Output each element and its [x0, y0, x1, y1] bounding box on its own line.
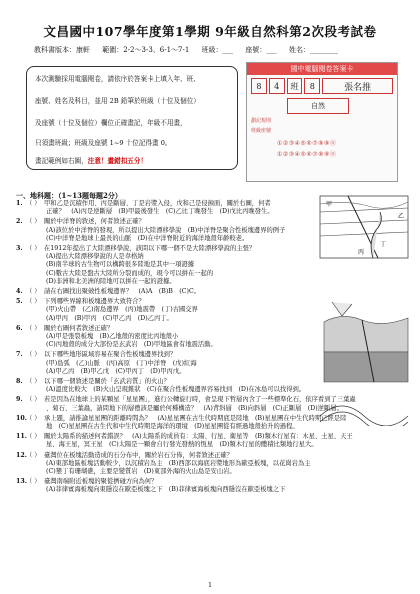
page-title: 文昌國中107學年度第1學期 9年級自然科第2次段考試卷 [43, 24, 377, 39]
question-item [16, 298, 316, 323]
question-text: 關於右圖何者敘述正確？ [44, 324, 114, 332]
card-bubbles-ones: ①②③④⑤⑥⑦⑧⑨⓪ [277, 151, 337, 158]
answer-blank: （ ） [26, 200, 41, 207]
card-cell: 4 [269, 78, 285, 94]
answer-blank: （ ） [26, 288, 41, 295]
card-bubbles-tens: ①②③④⑤⑥⑦⑧⑨⓪ [277, 140, 337, 147]
question-number: 12. [16, 451, 27, 459]
question-option: (C)中洋脊是地球上最長的山脈 (D)在中洋脊附近的海洋地殼年齡較老。 [46, 234, 249, 242]
question-text: 若是因為在地球上的某顆星「星星團」，進行公轉旋行時，會呈現下哲層內含了一些標準化石，依序看到了三葉蟲 [44, 396, 356, 404]
question-number: 1. [16, 200, 23, 207]
figure-label: 乙 [398, 213, 405, 220]
question-item [16, 288, 316, 296]
question-number: 4. [16, 288, 23, 295]
question-option: (C)數古大陸是盤古大陸所分裂而成的，現今可以拼在一起的 [46, 269, 214, 277]
question-number: 8. [16, 378, 23, 385]
question-option: (D)非洲和北美洲的陸地可以拼在一起的證據。 [46, 277, 176, 285]
question-text: 甲和乙是沉積作用、丙是斷層、丁是岩漿入侵，戊和己是侵蝕面，關於右圖，何者 [44, 200, 271, 207]
question-text: 關於太陽系的描述何者錯誤？ (A)太陽系的成員有：太陽、行星、衛星等 (B)類木行星有：木星、土星、天王 [44, 433, 353, 441]
page-number: 1 [208, 582, 212, 589]
meta-name: 姓名：________ [289, 46, 339, 54]
question-option: (B)南半球的古生物可以構跨很多陸地是其中一項證據 [46, 261, 195, 269]
instruction-box [26, 66, 238, 170]
question-item [16, 396, 406, 412]
question-stem [16, 452, 406, 460]
instruction-line [35, 155, 147, 165]
question-item [16, 378, 406, 394]
question-option: (A)甲乙丙 (B)甲乙戊 (C)甲丙丁 (D)甲丙戊。 [46, 367, 186, 375]
question-stem [16, 415, 406, 423]
question-option: 正確？ (A)丙是逆斷層 (B)甲最後發生 (C)乙比丁晚發生 (D)戊比丙晚發生。 [46, 208, 274, 216]
answer-card-example [246, 62, 398, 182]
figure-label: 甲 [326, 201, 333, 208]
question-option: (A)甲是張裂板塊 (B)乙地殼的密度比丙地殼小 [46, 333, 179, 340]
question-text: 以下哪些地形區域容易在聚合性板塊邊界找到？ [44, 351, 177, 359]
question-option: (A)甲丙 (B)甲丙 (C)甲乙丙 (D)乙丙丁。 [46, 314, 173, 322]
question-number: 7. [16, 351, 23, 359]
question-option: (A)提出大陸漂移學說的人是韋格納 [46, 253, 144, 261]
instruction-example: 畫記範例如右圖， [35, 157, 88, 165]
question-item [16, 325, 316, 350]
answer-blank: （ ） [26, 414, 41, 422]
answer-blank: （ ） [26, 396, 41, 404]
answer-blank: （ ） [26, 218, 41, 226]
question-number: 2. [16, 218, 23, 226]
question-option: 、菊石、三葉蟲，請問地下的層禮該是屬於何種構造？ (A)背斜層 (B)向斜層 (C)正斷層 (D)逆斷層。 [46, 404, 343, 412]
question-number: 3. [16, 245, 23, 252]
answer-blank: （ ） [26, 298, 41, 306]
question-option: (C)墾丁有珊瑚礁，主要是變質岩 (D)東部外海的火山島是安山岩。 [46, 468, 236, 475]
card-name: 張名推 [322, 78, 393, 94]
question-option: 星、海王星，冥王星 (C)太陽是一顆會自行發光發熱的恆星 (D)類木行星的體積比類地行星大。 [46, 441, 318, 449]
figure-label: 丁 [380, 241, 387, 248]
question-option: (A)菲律賓海板塊向東隱沒在歐亞板塊之下 (B)菲律賓海板塊向西隱沒在歐亞板塊之下 [46, 486, 286, 494]
question-option: (A)該位於中洋脊的發現，所以提出大陸漂移學說 (B)中洋脊是聚合性板塊邊界的例子 [46, 226, 286, 234]
question-option: (甲)火山帶 (乙)南島邊界 (丙)地震帶 (丁)古國交界 [46, 306, 198, 314]
question-text: 臺灣位在板塊活動造成的石分布中，關於岩石分佈，何者敘述正確？ [44, 451, 233, 459]
meta-seat: 座號：___ [245, 46, 277, 54]
geology-diagram [318, 192, 410, 262]
question-number: 11. [16, 433, 27, 441]
question-text: 臺灣南端附近板塊的聚從擠碰方向為何？ [44, 478, 158, 486]
question-stem [16, 396, 406, 404]
instruction-warning: 注意！畫錯扣五分！ [87, 157, 148, 165]
question-text: 下列哪些界線和板塊邊界大致符合？ [44, 298, 145, 306]
question-item [16, 478, 406, 494]
answer-blank: （ ） [26, 478, 41, 486]
answer-blank: （ ） [26, 378, 41, 385]
question-stem [16, 351, 316, 359]
meta-teacher: 教科書版本：康軒 [34, 46, 90, 54]
question-number: 9. [16, 396, 23, 404]
question-item [16, 433, 406, 449]
question-text: 承上題，請推論星星團的距離時間為？ (A)星星團在古生代時期底是陸地 (B)星星團在中生代時期已經是陸 [44, 414, 347, 422]
question-stem [16, 218, 316, 226]
answer-card-header: 國中電腦閱卷答案卡 [247, 63, 397, 75]
instruction-line: 本次測驗採用電腦閱卷，請依序於答案卡上填入年、班、 [35, 75, 200, 83]
question-item [16, 415, 406, 431]
instruction-line: 座號、姓名及科目，並用 2B 鉛筆於班級（十位及個位） [35, 97, 200, 105]
card-cell: 班 [287, 78, 303, 94]
question-option: (C)丙地殼的成分大部份是玄武岩 (D)甲地區會有地震活動。 [46, 341, 217, 349]
question-stem [16, 200, 316, 208]
card-cell: 8 [251, 78, 267, 94]
figure-label: 丙 [358, 249, 365, 256]
question-item [16, 200, 316, 216]
question-number: 5. [16, 298, 23, 306]
question-option: 地 (C)星星團在古生代和中生代時期是海洋的環境 (D)星星團從有經過地殼抬升的過程。 [46, 423, 299, 430]
question-item [16, 452, 406, 477]
card-rule-label: 劃記規則 [251, 118, 272, 124]
meta-range: 範圍：2-2～3-3、6-1～7-1 [102, 46, 190, 54]
exam-meta [34, 45, 414, 55]
question-option: (A)溫度比較大 (B)火山呈現錐狀 (C)在聚合性板塊邊界容易找到 (D)在冰島可以找得到。 [46, 386, 306, 394]
answer-blank: （ ） [26, 351, 41, 359]
question-stem [16, 245, 316, 253]
instruction-line: 及座號（十位及個位）欄位正確畫記，年級不用畫， [35, 119, 187, 127]
question-number: 13. [16, 478, 27, 486]
meta-class: 班級：___ [201, 46, 234, 54]
question-text: 以下哪一個敘述是關於「玄武岩質」的火山？ [44, 378, 170, 385]
question-text: 關於中洋脊的敘述，何者敘述正確？ [44, 218, 145, 226]
section-heading: 一、地科題：（1~13題每題2分） [16, 191, 122, 200]
card-seat-label: 班級座號 [251, 128, 272, 134]
card-cell: 8 [304, 78, 320, 94]
question-stem [16, 378, 406, 386]
question-number: 6. [16, 324, 23, 332]
question-stem [16, 325, 316, 333]
question-option: (A)東部地區板塊活動較少，以沉積岩為主 (B)西部以海底岩漿地形為歐亞板塊，以花崗岩為主 [46, 459, 311, 467]
answer-blank: （ ） [26, 433, 41, 441]
answer-blank: （ ） [26, 324, 41, 332]
question-text: 在1912年提出了大陸漂移學說，該問以下哪一個不是大陸漂移學說的主張？ [44, 245, 256, 252]
question-number: 10. [16, 414, 27, 422]
question-item [16, 351, 316, 376]
answer-blank: （ ） [26, 451, 41, 459]
question-stem [16, 288, 316, 296]
question-item [16, 218, 316, 243]
answer-card-fields [251, 78, 393, 94]
question-text: 請在右圖找出聚斂性板塊邊界？ (A)A (B)B (C)C。 [44, 288, 201, 295]
answer-blank: （ ） [26, 245, 41, 252]
question-item [16, 245, 316, 286]
question-option: (甲)島弧 (乙)山脈 (丙)高原 (丁)中洋脊 (戊)紅海 [46, 359, 197, 367]
plate-boundary-diagram [322, 282, 410, 392]
card-subject: 自然 [287, 98, 349, 114]
instruction-line: 只須畫班級；班級及座號 1~9 十位記得畫 0。 [35, 139, 172, 147]
